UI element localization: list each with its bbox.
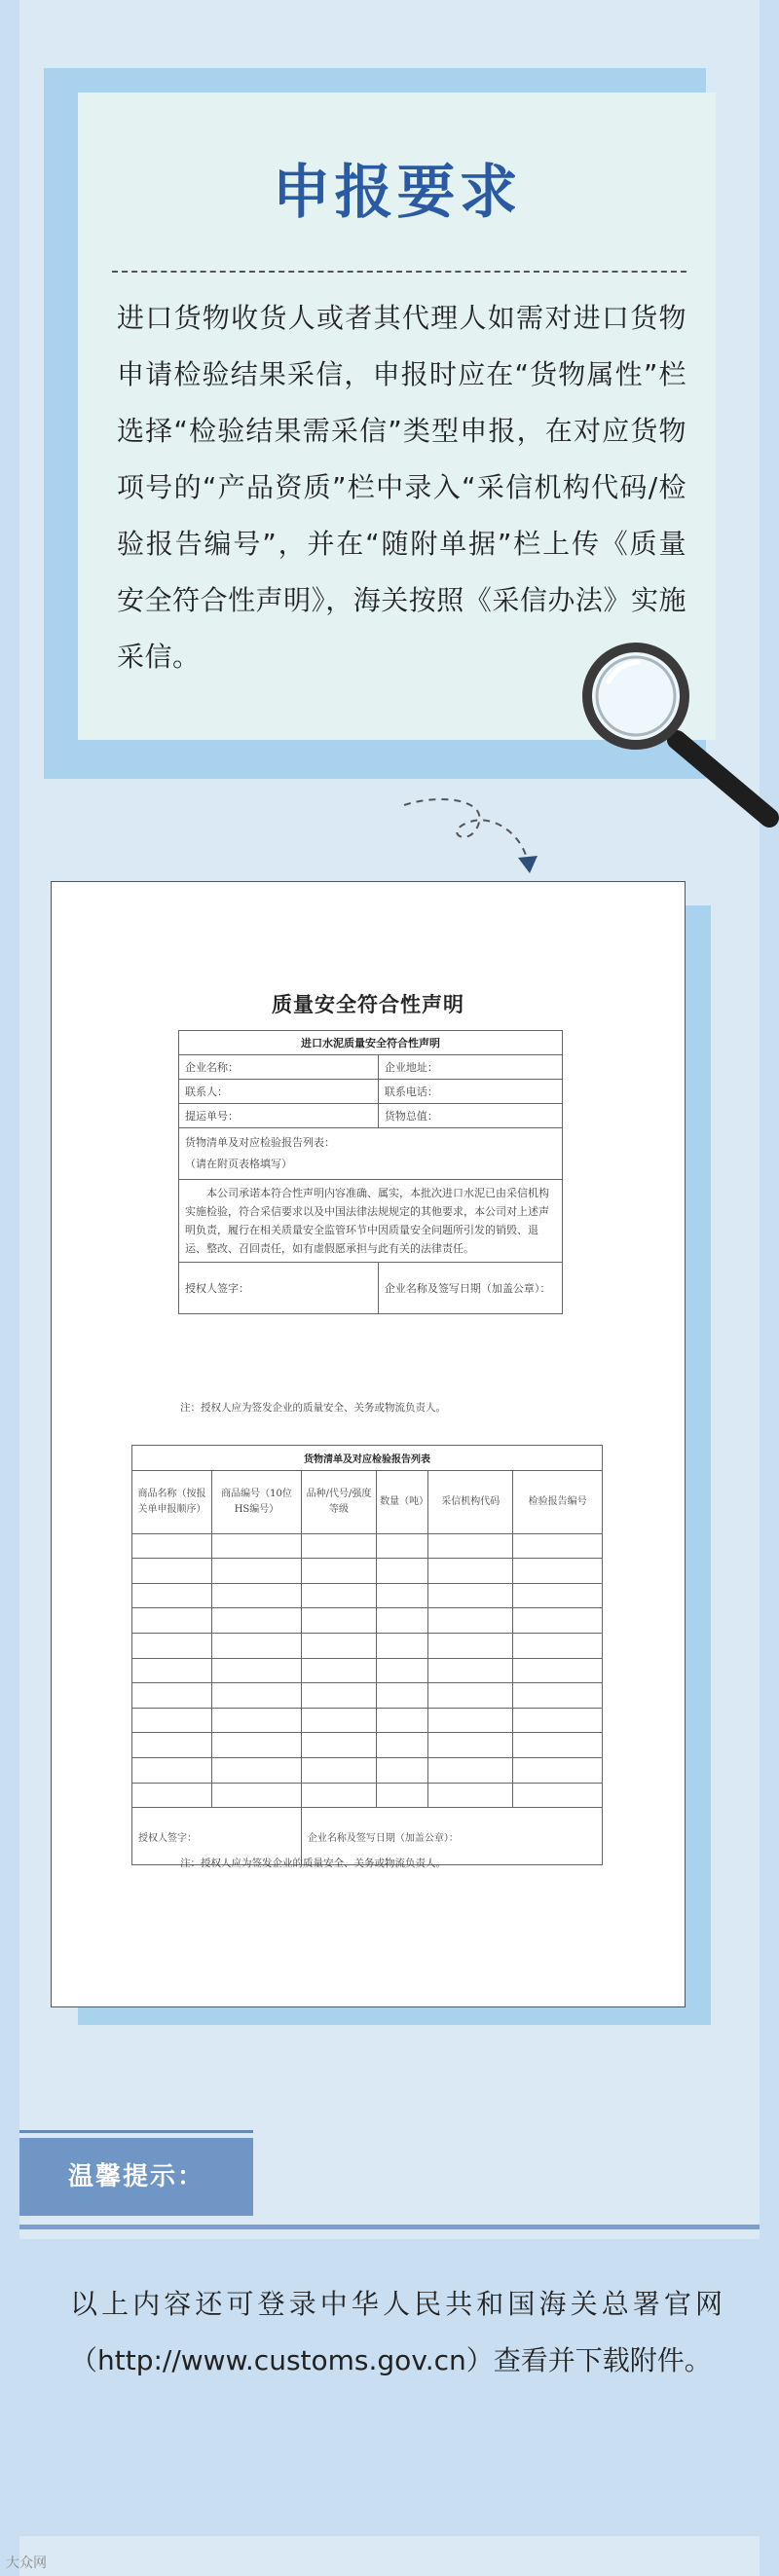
blank-cell bbox=[301, 1783, 376, 1808]
tip-top-line bbox=[19, 2130, 253, 2133]
blank-row bbox=[132, 1608, 603, 1634]
blank-row bbox=[132, 1658, 603, 1683]
blank-cell bbox=[301, 1658, 376, 1683]
blank-cell bbox=[132, 1633, 212, 1658]
blank-cell bbox=[513, 1608, 603, 1634]
blank-cell bbox=[212, 1559, 302, 1584]
blank-cell bbox=[377, 1608, 428, 1634]
column-header: 采信机构代码 bbox=[428, 1470, 513, 1533]
declaration-table bbox=[178, 1030, 563, 1314]
blank-row bbox=[132, 1533, 603, 1559]
blank-cell bbox=[377, 1783, 428, 1808]
blank-cell bbox=[301, 1559, 376, 1584]
blank-cell bbox=[428, 1683, 513, 1709]
blank-cell bbox=[212, 1683, 302, 1709]
company-name-cell: 企业名称： bbox=[179, 1055, 379, 1080]
blank-row bbox=[132, 1733, 603, 1758]
phone-cell: 联系电话： bbox=[378, 1080, 562, 1104]
blank-cell bbox=[132, 1608, 212, 1634]
blank-cell bbox=[428, 1583, 513, 1608]
column-header: 商品名称（按报关单申报顺序） bbox=[132, 1470, 212, 1533]
company-address-cell: 企业地址： bbox=[378, 1055, 562, 1080]
blank-cell bbox=[132, 1708, 212, 1733]
blank-row bbox=[132, 1559, 603, 1584]
column-header: 检验报告编号 bbox=[513, 1470, 603, 1533]
blank-cell bbox=[377, 1633, 428, 1658]
document-title: 质量安全符合性声明 bbox=[272, 992, 464, 1016]
blank-cell bbox=[301, 1708, 376, 1733]
blank-row bbox=[132, 1783, 603, 1808]
blank-cell bbox=[428, 1733, 513, 1758]
tip-text: 以上内容还可登录中华人民共和国海关总署官网（http://www.customs.gov.cn）查看并下载附件。 bbox=[70, 2288, 723, 2376]
blank-cell bbox=[513, 1683, 603, 1709]
blank-cell bbox=[212, 1533, 302, 1559]
list-signer-cell: 授权人签字： bbox=[132, 1808, 302, 1865]
blank-cell bbox=[513, 1658, 603, 1683]
blank-cell bbox=[377, 1708, 428, 1733]
blank-cell bbox=[301, 1733, 376, 1758]
contact-cell: 联系人： bbox=[179, 1080, 379, 1104]
right-margin-strip bbox=[760, 0, 779, 2576]
blank-cell bbox=[212, 1633, 302, 1658]
list-seal-cell: 企业名称及签写日期（加盖公章）： bbox=[301, 1808, 602, 1865]
column-header: 商品编号（10位HS编号） bbox=[212, 1470, 302, 1533]
blank-cell bbox=[513, 1583, 603, 1608]
blank-cell bbox=[428, 1533, 513, 1559]
signer-cell: 授权人签字： bbox=[179, 1263, 379, 1314]
blank-cell bbox=[513, 1633, 603, 1658]
blank-cell bbox=[132, 1658, 212, 1683]
blank-cell bbox=[301, 1608, 376, 1634]
blank-cell bbox=[212, 1608, 302, 1634]
blank-cell bbox=[212, 1757, 302, 1783]
blank-cell bbox=[212, 1783, 302, 1808]
blank-cell bbox=[428, 1559, 513, 1584]
tip-rule bbox=[19, 2225, 760, 2229]
blank-cell bbox=[377, 1658, 428, 1683]
blank-cell bbox=[301, 1633, 376, 1658]
blank-cell bbox=[132, 1583, 212, 1608]
blank-cell bbox=[132, 1783, 212, 1808]
blank-cell bbox=[132, 1733, 212, 1758]
blank-cell bbox=[428, 1708, 513, 1733]
blank-rows bbox=[132, 1533, 603, 1808]
blank-row bbox=[132, 1683, 603, 1709]
blank-cell bbox=[428, 1783, 513, 1808]
blank-cell bbox=[428, 1608, 513, 1634]
blank-cell bbox=[301, 1533, 376, 1559]
blank-cell bbox=[301, 1757, 376, 1783]
blank-cell bbox=[428, 1658, 513, 1683]
cargo-list-table bbox=[131, 1445, 603, 1865]
statement-paragraph: 本公司承诺本符合性声明内容准确、属实，本批次进口水泥已由采信机构实施检验，符合采信要求以及中国法律法规规定的其他要求，本公司对上述声明负责，履行在相关质量安全监管环节中因质量安全问题所引发的销毁、退运、整改、召回责任，如有虚假愿承担与此有关的法律责任。 bbox=[179, 1180, 563, 1263]
dashed-divider bbox=[112, 271, 686, 273]
list-note: 注：授权人应为签发企业的质量安全、关务或物流负责人。 bbox=[180, 1858, 446, 1869]
cargo-total-cell: 货物总值： bbox=[378, 1104, 562, 1128]
tip-label: 温馨提示： bbox=[67, 2162, 204, 2191]
blank-cell bbox=[212, 1733, 302, 1758]
blank-row bbox=[132, 1708, 603, 1733]
cargo-list-label: 货物清单及对应检验报告列表： bbox=[185, 1136, 335, 1149]
blank-cell bbox=[513, 1733, 603, 1758]
card-title: 申报要求 bbox=[272, 159, 522, 227]
left-margin-strip bbox=[0, 0, 19, 2576]
blank-cell bbox=[377, 1583, 428, 1608]
blank-cell bbox=[301, 1683, 376, 1709]
blank-cell bbox=[428, 1633, 513, 1658]
blank-cell bbox=[513, 1533, 603, 1559]
blank-cell bbox=[212, 1708, 302, 1733]
blank-cell bbox=[212, 1658, 302, 1683]
column-header: 数量（吨） bbox=[377, 1470, 428, 1533]
column-header: 品种/代号/强度等级 bbox=[301, 1470, 376, 1533]
blank-row bbox=[132, 1633, 603, 1658]
blank-cell bbox=[377, 1733, 428, 1758]
blank-cell bbox=[513, 1708, 603, 1733]
cargo-list-note: （请在附页表格填写） bbox=[185, 1158, 292, 1170]
blank-cell bbox=[513, 1783, 603, 1808]
card-body-text: 进口货物收货人或者其代理人如需对进口货物申请检验结果采信，申报时应在“货物属性”栏选择“检验结果需采信”类型申报，在对应货物项号的“产品资质”栏中录入“采信机构代码/检验报告编号”，并在“随附单据”栏上传《质量安全符合性声明》，海关按照《采信办法》实施采信。 bbox=[117, 302, 686, 673]
blank-cell bbox=[212, 1583, 302, 1608]
blank-cell bbox=[377, 1757, 428, 1783]
declaration-document bbox=[51, 881, 686, 2007]
blank-row bbox=[132, 1583, 603, 1608]
cargo-list-cell bbox=[179, 1128, 563, 1180]
seal-cell: 企业名称及签写日期（加盖公章）： bbox=[378, 1263, 562, 1314]
watermark: 大众网 bbox=[6, 2556, 47, 2571]
declaration-table-header: 进口水泥质量安全符合性声明 bbox=[179, 1031, 563, 1055]
magnifier-icon bbox=[570, 643, 779, 857]
bill-no-cell: 提运单号： bbox=[179, 1104, 379, 1128]
blank-cell bbox=[377, 1559, 428, 1584]
blank-cell bbox=[132, 1533, 212, 1559]
declaration-note: 注：授权人应为签发企业的质量安全、关务或物流负责人。 bbox=[180, 1402, 446, 1414]
blank-cell bbox=[132, 1559, 212, 1584]
blank-cell bbox=[513, 1559, 603, 1584]
blank-cell bbox=[377, 1533, 428, 1559]
blank-row bbox=[132, 1757, 603, 1783]
cargo-list-table-header: 货物清单及对应检验报告列表 bbox=[132, 1446, 603, 1471]
dashed-arrow-icon bbox=[399, 793, 545, 881]
blank-cell bbox=[428, 1757, 513, 1783]
blank-cell bbox=[513, 1757, 603, 1783]
blank-cell bbox=[132, 1757, 212, 1783]
blank-cell bbox=[301, 1583, 376, 1608]
blank-cell bbox=[377, 1683, 428, 1709]
blank-cell bbox=[132, 1683, 212, 1709]
